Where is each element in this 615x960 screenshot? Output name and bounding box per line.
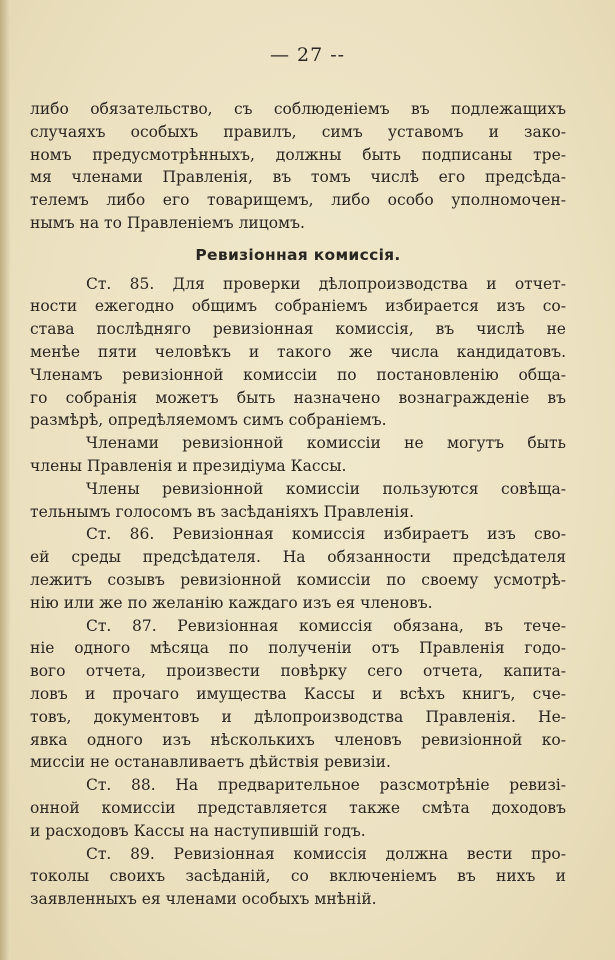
- text-line: вого отчета, произвести повѣрку сего отчета, капита-: [30, 662, 566, 681]
- text-line: тельнымъ голосомъ въ засѣданiяхъ Правленiя.: [30, 502, 415, 521]
- text-line: телемъ либо его товарищемъ, либо особо уполномочен-: [30, 191, 566, 210]
- text-line: лежитъ созывъ ревизiонной комиссiи по своему усмотрѣ-: [30, 570, 566, 589]
- section-heading: Ревизiонная комиссiя.: [195, 245, 401, 264]
- text-line: заявленныхъ ея членами особыхъ мнѣнiй.: [30, 890, 377, 909]
- text-line: и расходовъ Кассы на наступившiй годъ.: [30, 821, 366, 840]
- text-line: го собранiя можетъ быть назначено вознагражденiе въ: [30, 388, 566, 407]
- paragraph-line: Членами ревизiонной комиссiи не могутъ быть: [86, 434, 566, 453]
- text-line: ей среды предсѣдателя. На обязанности предсѣдателя: [30, 548, 566, 567]
- text-line: миссiи не останавливаетъ дѣйствiя ревизiи.: [30, 753, 391, 772]
- text-line: нымъ на то Правленiемъ лицомъ.: [30, 213, 305, 232]
- text-line: нiе одного мѣсяца по полученiи отъ Правленiя годо-: [30, 639, 566, 658]
- article-86-line: Ст. 86. Ревизiонная комиссiя избираетъ изъ сво-: [86, 525, 566, 544]
- page-number: — 27 --: [269, 44, 346, 66]
- text-line: случаяхъ особыхъ правилъ, симъ уставомъ и зако-: [30, 122, 566, 141]
- text-line: става послѣдняго ревизiонная комиссiя, въ числѣ не: [30, 320, 566, 339]
- article-88-line: Ст. 88. На предварительное разсмотрѣнiе ревизi-: [86, 776, 566, 795]
- page-binding-edge: [0, 0, 10, 960]
- article-89-line: Ст. 89. Ревизiонная комиссiя должна вести про-: [86, 844, 566, 863]
- text-line: ности ежегодно общимъ собранiемъ избирается изъ со-: [30, 297, 566, 316]
- text-line: размѣрѣ, опредѣляемомъ симъ собранiемъ.: [30, 411, 387, 430]
- text-line: мя членами Правленiя, въ томъ числѣ его предсѣда-: [30, 168, 566, 187]
- text-line: либо обязательство, съ соблюденiемъ въ подлежащихъ: [30, 100, 566, 118]
- text-line: онной комиссiи представляется также смѣта доходовъ: [30, 798, 566, 817]
- page-text: [30, 98, 566, 911]
- text-line: явка одного изъ нѣсколькихъ членовъ ревизiонной ко-: [30, 730, 566, 749]
- text-line: ловъ и прочаго имущества Кассы и всѣхъ книгъ, сче-: [30, 684, 566, 703]
- text-line: номъ предусмотрѣнныхъ, должны быть подписаны тре-: [30, 145, 566, 164]
- paragraph-line: Члены ревизiонной комиссiи пользуются совѣща-: [86, 479, 566, 498]
- text-line: Членамъ ревизiонной комиссiи по постановленiю обща-: [30, 365, 566, 384]
- text-line: менѣе пяти человѣкъ и такого же числа кандидатовъ.: [30, 342, 566, 361]
- text-line: члены Правленiя и президiума Кассы.: [30, 456, 347, 475]
- text-line: токолы своихъ засѣданiй, со включенiемъ въ нихъ и: [30, 867, 566, 886]
- article-85-line: Ст. 85. Для проверки дѣлопроизводства и отчет-: [86, 274, 566, 293]
- article-87-line: Ст. 87. Ревизiонная комиссiя обязана, въ тече-: [86, 616, 566, 635]
- text-line: товъ, документовъ и дѣлопроизводства Правленiя. Не-: [30, 707, 566, 726]
- text-line: нiю или же по желанiю каждаго изъ ея членовъ.: [30, 593, 433, 612]
